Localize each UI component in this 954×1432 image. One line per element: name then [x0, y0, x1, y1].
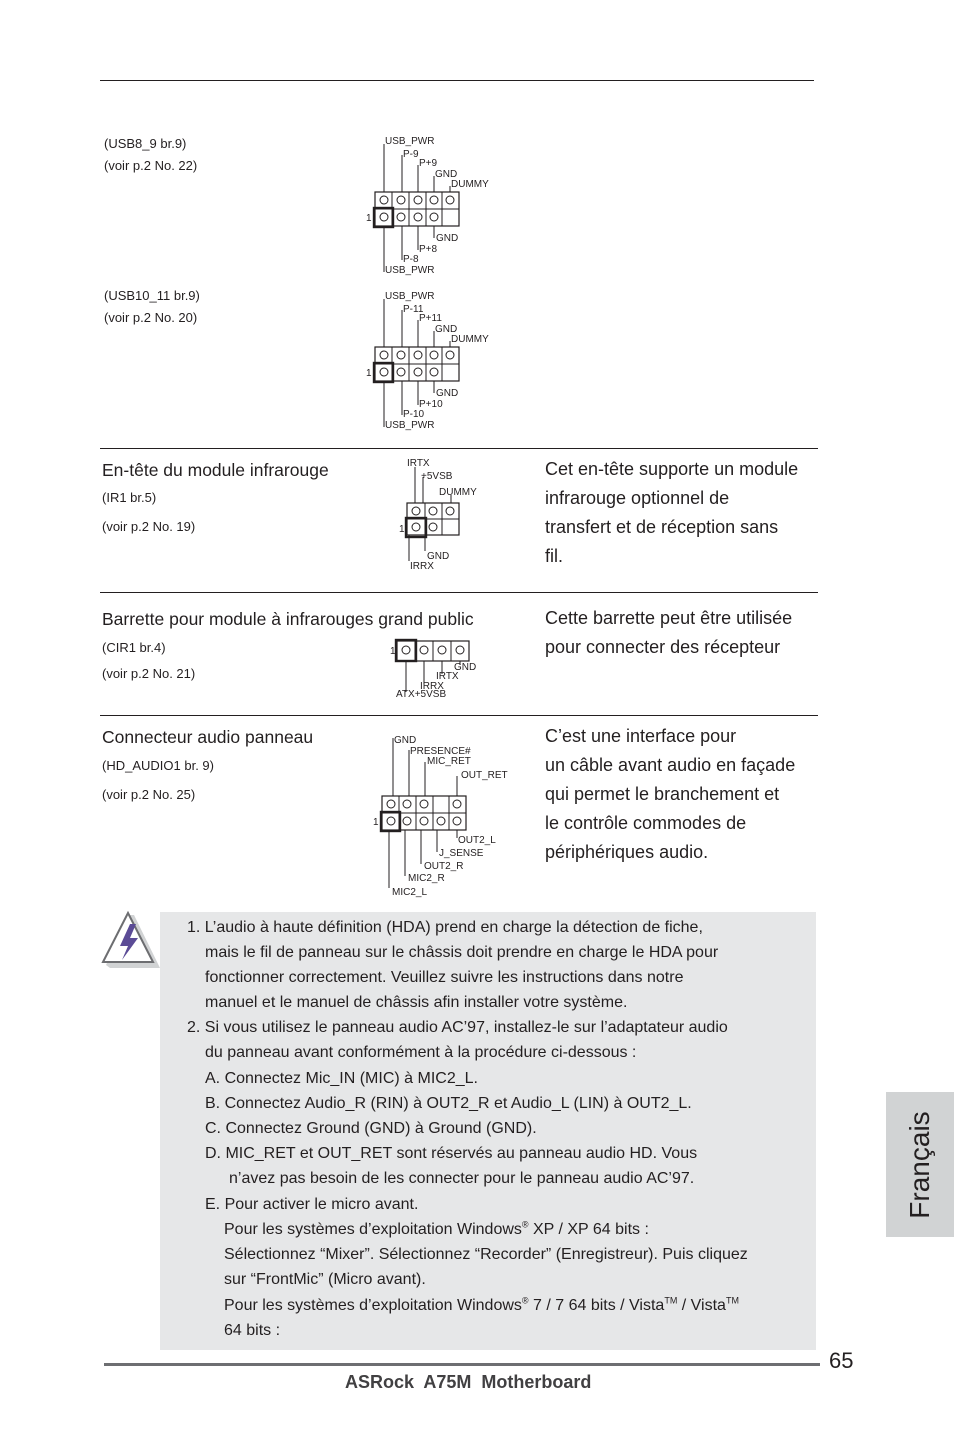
usb1011-pin-label: USB_PWR: [385, 291, 435, 302]
cir-ref: (voir p.2 No. 21): [102, 666, 196, 681]
usb89-pin-label: USB_PWR: [385, 136, 435, 147]
audio-pin-label: MIC2_L: [392, 887, 428, 898]
note-line: C. Connectez Ground (GND) à Ground (GND).: [205, 1120, 537, 1137]
trademark-mark: TM: [725, 1295, 739, 1306]
cir-pin-label: GND: [454, 662, 477, 673]
usb89-pin-label: P-8: [403, 254, 419, 265]
note-line: fonctionner correctement. Veuillez suivre les instructions dans notre: [205, 969, 684, 986]
warning-lightning-icon: [100, 910, 162, 970]
ir-desc-line: fil.: [545, 546, 563, 566]
top-rule: [100, 80, 814, 81]
cir-description: [545, 604, 823, 662]
note-line: 1. L’audio à haute définition (HDA) prend en charge la détection de fiche,: [187, 919, 703, 936]
usb89-title: (USB8_9 br.9): [104, 136, 187, 151]
audio-pin-label: MIC2_R: [408, 873, 445, 884]
audio-pin-label: OUT2_L: [458, 835, 496, 846]
usb1011-pin1-marker: 1: [366, 368, 372, 379]
audio-desc-line: un câble avant audio en façade: [545, 755, 796, 775]
ir-pin-label: DUMMY: [439, 487, 477, 498]
usb1011-pin-label: P+11: [419, 313, 442, 324]
usb89-pin-diagram: [360, 130, 510, 280]
note-line: n’avez pas besoin de les connecter pour le panneau audio AC’97.: [229, 1170, 695, 1187]
note-line: sur “FrontMic” (Micro avant).: [224, 1271, 426, 1288]
usb89-pin-label: USB_PWR: [385, 265, 435, 276]
footer-rule: [104, 1363, 820, 1366]
audio-pin-label: GND: [394, 735, 417, 746]
section-rule: [100, 592, 818, 593]
audio-desc-line: qui permet le branchement et: [545, 784, 780, 804]
cir-title: Barrette pour module à infrarouges grand public: [102, 609, 474, 629]
audio-pin-label: OUT2_R: [424, 861, 464, 872]
usb1011-pin-label: GND: [435, 324, 458, 335]
usb1011-pin-label: USB_PWR: [385, 420, 435, 431]
audio-desc-line: le contrôle commodes de: [545, 813, 747, 833]
trademark-mark: TM: [664, 1295, 678, 1306]
audio-pin-label: J_SENSE: [439, 848, 484, 859]
usb89-pin1-marker: 1: [366, 213, 372, 224]
note-text: Pour les systèmes d’exploitation Windows: [224, 1297, 522, 1314]
page-number: 65: [829, 1348, 854, 1373]
ir-pin-label: GND: [427, 551, 450, 562]
audio-code: (HD_AUDIO1 br. 9): [102, 758, 214, 773]
audio-desc-line: C’est une interface pour: [545, 726, 737, 746]
usb1011-pin-diagram: [360, 285, 510, 435]
note-text: XP / XP 64 bits :: [528, 1221, 649, 1238]
cir-code: (CIR1 br.4): [102, 640, 166, 655]
note-text: Pour les systèmes d’exploitation Windows: [224, 1221, 522, 1238]
section-rule: [100, 448, 818, 449]
ir-pin-label: IRTX: [407, 458, 430, 469]
language-side-tab: [886, 1092, 954, 1237]
usb1011-pin-label: GND: [436, 388, 459, 399]
registered-mark: ®: [521, 1219, 529, 1230]
note-line: mais le fil de panneau sur le châssis doit prendre en charge le HDA pour: [205, 944, 719, 961]
note-line: B. Connectez Audio_R (RIN) à OUT2_R et Audio_L (LIN) à OUT2_L.: [205, 1095, 692, 1112]
note-line: [224, 1296, 739, 1316]
cir-pin-label: IRTX: [436, 671, 459, 682]
audio-pin-label: MIC_RET: [427, 756, 471, 767]
usb89-pin-label: GND: [435, 169, 458, 180]
usb89-pin-label: DUMMY: [451, 179, 489, 190]
note-text: 7 / 7 64 bits / Vista: [528, 1297, 665, 1314]
ir-pin-label: +5VSB: [421, 471, 453, 482]
usb1011-pin-label: P-10: [403, 409, 425, 420]
cir-desc-line: pour connecter des récepteur: [545, 637, 781, 657]
audio-pin-diagram: [365, 730, 515, 900]
note-line: [224, 1220, 649, 1240]
cir-pin-label: IRRX: [420, 681, 444, 692]
ir-desc-line: transfert et de réception sans: [545, 517, 779, 537]
ir-code: (IR1 br.5): [102, 490, 157, 505]
note-line: E. Pour activer le micro avant.: [205, 1196, 419, 1213]
note-line: 64 bits :: [224, 1322, 281, 1339]
note-line: du panneau avant conformément à la procédure ci-dessous :: [205, 1044, 637, 1061]
audio-ref: (voir p.2 No. 25): [102, 787, 196, 802]
ir-ref: (voir p.2 No. 19): [102, 519, 196, 534]
cir-pin-label: ATX+5VSB: [396, 689, 447, 700]
audio-description: [545, 722, 823, 867]
ir-pin-diagram: [395, 455, 515, 575]
usb89-pin-label: P-9: [403, 149, 419, 160]
usb1011-pin-label: P-11: [403, 304, 424, 315]
language-label: Français: [904, 1110, 935, 1219]
audio-pin1-marker: 1: [373, 817, 379, 828]
ir-description: [545, 455, 823, 571]
audio-pin-label: OUT_RET: [461, 770, 508, 781]
product-name: ASRock A75M Motherboard: [345, 1372, 592, 1392]
usb1011-title: (USB10_11 br.9): [104, 288, 200, 303]
cir-pin-diagram: [385, 638, 485, 700]
note-line: A. Connectez Mic_IN (MIC) à MIC2_L.: [205, 1070, 478, 1087]
note-line: D. MIC_RET et OUT_RET sont réservés au panneau audio HD. Vous: [205, 1145, 698, 1162]
usb89-pin-label: P+8: [419, 244, 438, 255]
usb1011-pin-label: DUMMY: [451, 334, 489, 345]
notes-box: [160, 912, 816, 1350]
cir-desc-line: Cette barrette peut être utilisée: [545, 608, 793, 628]
usb89-pin-label: GND: [436, 233, 459, 244]
note-line: Sélectionnez “Mixer”. Sélectionnez “Recorder” (Enregistreur). Puis cliquez: [224, 1246, 748, 1263]
ir-pin-label: IRRX: [410, 561, 434, 572]
ir-pin1-marker: 1: [399, 524, 405, 535]
usb89-pin-label: P+9: [419, 158, 438, 169]
note-line: manuel et le manuel de châssis afin installer votre système.: [205, 994, 628, 1011]
usb1011-ref: (voir p.2 No. 20): [104, 310, 198, 325]
registered-mark: ®: [521, 1295, 529, 1306]
usb1011-pin-label: P+10: [419, 399, 443, 410]
cir-pin1-marker: 1: [390, 646, 396, 657]
note-line: 2. Si vous utilisez le panneau audio AC’97, installez-le sur l’adaptateur audio: [187, 1019, 728, 1036]
ir-title: En-tête du module infrarouge: [102, 460, 329, 480]
usb89-ref: (voir p.2 No. 22): [104, 158, 198, 173]
ir-desc-line: Cet en-tête supporte un module: [545, 459, 799, 479]
note-text: / Vista: [677, 1297, 726, 1314]
audio-title: Connecteur audio panneau: [102, 727, 314, 747]
audio-pin-label: PRESENCE#: [410, 746, 471, 757]
audio-desc-line: périphériques audio.: [545, 842, 709, 862]
section-rule: [100, 715, 818, 716]
ir-desc-line: infrarouge optionnel de: [545, 488, 730, 508]
